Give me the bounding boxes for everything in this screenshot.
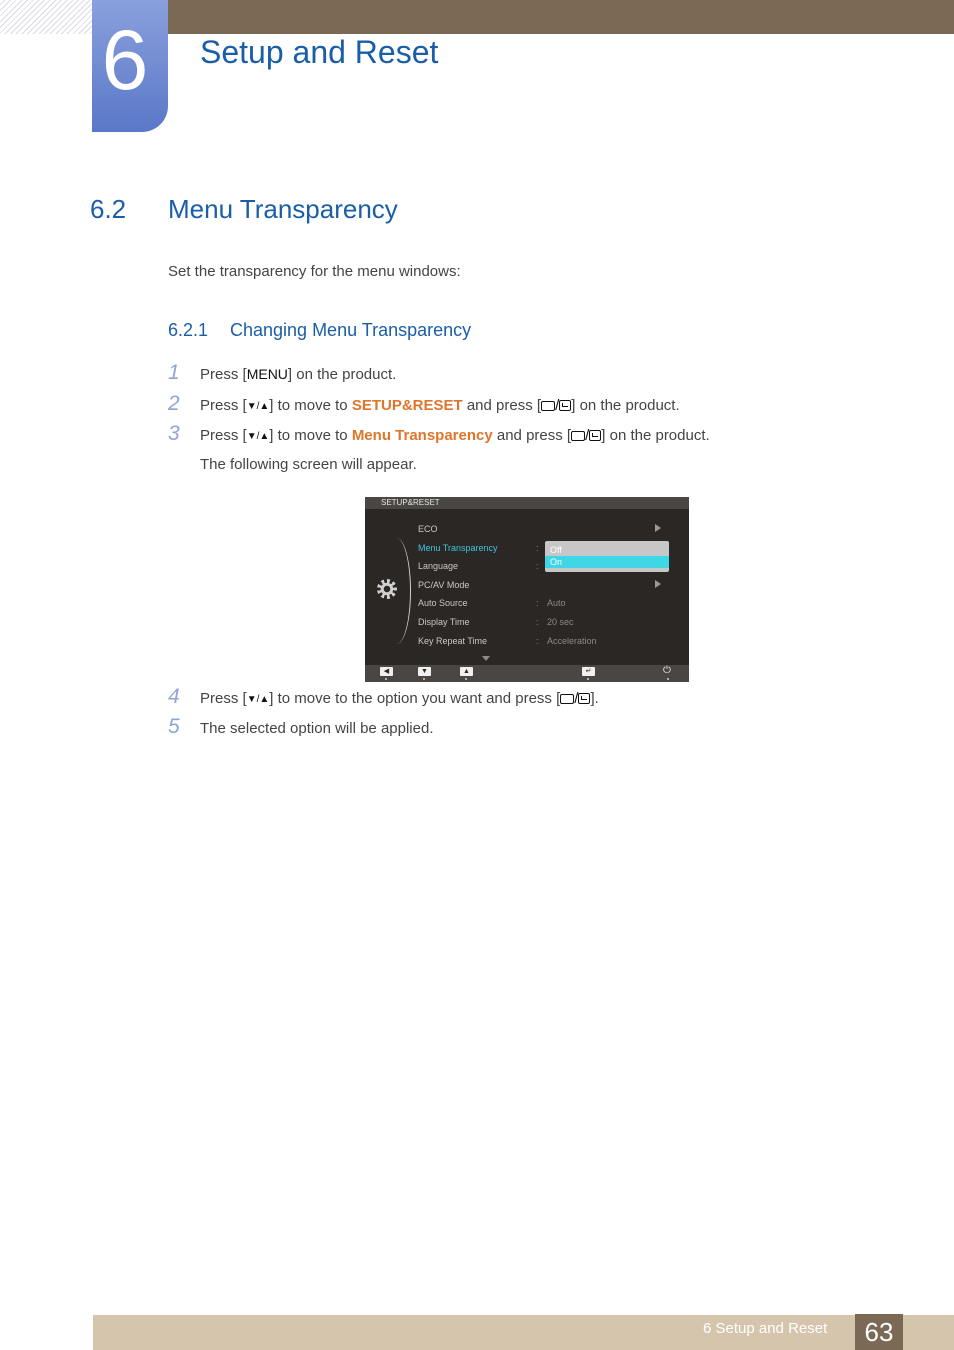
step-text: The selected option will be applied. — [200, 720, 434, 737]
subsection-number: 6.2.1 — [168, 320, 209, 340]
step-number: 2 — [168, 392, 180, 415]
step-text-part: Press [ — [200, 427, 247, 444]
down-up-arrow-icon: ▼/▲ — [246, 401, 270, 412]
slash-separator: / — [585, 427, 590, 444]
enter-button-icon[interactable]: ↵ — [582, 667, 595, 676]
slash-separator: / — [574, 690, 579, 707]
osd-header-title: SETUP&RESET — [381, 498, 440, 507]
source-button-icon — [571, 431, 585, 441]
step-text-part: ] to move to the option you want and press [ — [269, 690, 561, 707]
section-number: 6.2 — [90, 194, 127, 224]
chapter-title: Setup and Reset — [200, 34, 439, 70]
power-icon[interactable]: ⏻ — [663, 665, 671, 676]
step-text — [200, 690, 599, 707]
source-button-icon — [541, 401, 555, 411]
osd-colon: : — [536, 561, 539, 571]
button-indicator — [667, 678, 669, 680]
source-button-icon — [560, 694, 574, 704]
step-text-part: ] on the product. — [571, 397, 680, 414]
step-text-part: Press [ — [200, 397, 247, 414]
page-number: 63 — [864, 1317, 894, 1347]
chapter-number: 6 — [101, 13, 149, 107]
step-text — [200, 366, 396, 383]
osd-option-on[interactable]: On — [545, 556, 669, 568]
step-text-part: and press [ — [462, 397, 542, 414]
decorative-hatch — [0, 0, 92, 34]
osd-header — [365, 497, 689, 509]
header-band — [168, 0, 954, 34]
step-text-part: ] on the product. — [601, 427, 710, 444]
step-number: 3 — [168, 422, 180, 445]
button-indicator — [423, 678, 425, 680]
gear-icon — [377, 579, 397, 599]
button-indicator — [465, 678, 467, 680]
footer-label: 6 Setup and Reset — [703, 1320, 828, 1337]
osd-value-display-time: 20 sec — [547, 617, 574, 627]
scroll-down-icon — [482, 656, 490, 661]
step-text-part: ] to move to — [269, 427, 352, 444]
step-number: 4 — [168, 685, 180, 708]
osd-screen — [365, 497, 689, 682]
step-text-part: ]. — [590, 690, 599, 707]
down-arrow-icon[interactable]: ▼ — [418, 667, 431, 676]
osd-value-auto-source: Auto — [547, 598, 566, 608]
highlight-setup-reset: SETUP&RESET — [351, 397, 463, 414]
section-intro: Set the transparency for the menu windows: — [168, 263, 461, 280]
osd-item-pc-av-mode[interactable]: PC/AV Mode — [418, 580, 470, 590]
osd-colon: : — [536, 636, 539, 646]
step-text-part: ] to move to — [269, 397, 352, 414]
button-indicator — [385, 678, 387, 680]
step-text — [200, 397, 680, 414]
down-up-arrow-icon: ▼/▲ — [246, 431, 270, 442]
subsection-title: Changing Menu Transparency — [230, 320, 472, 340]
enter-icon — [589, 430, 601, 441]
osd-value-key-repeat-time: Acceleration — [547, 636, 597, 646]
down-up-arrow-icon: ▼/▲ — [246, 694, 270, 705]
slash-separator: / — [555, 397, 560, 414]
step-number: 1 — [168, 361, 180, 384]
osd-option-off[interactable]: Off — [550, 545, 562, 555]
osd-item-key-repeat-time[interactable]: Key Repeat Time — [418, 636, 488, 646]
step-text-part: Press [ — [200, 690, 247, 707]
osd-colon: : — [536, 543, 539, 553]
chevron-right-icon — [655, 524, 661, 532]
button-indicator — [587, 678, 589, 680]
osd-item-auto-source[interactable]: Auto Source — [418, 598, 468, 608]
step-note: The following screen will appear. — [200, 456, 417, 473]
step-text-part: Press [ — [200, 366, 247, 383]
chevron-right-icon — [655, 580, 661, 588]
step-text — [200, 427, 710, 444]
enter-icon — [559, 400, 571, 411]
step-text-part: ] on the product. — [287, 366, 397, 383]
osd-colon: : — [536, 617, 539, 627]
highlight-menu-transparency: Menu Transparency — [351, 427, 493, 444]
osd-button-bar — [365, 665, 689, 682]
osd-colon: : — [536, 598, 539, 608]
osd-item-display-time[interactable]: Display Time — [418, 617, 470, 627]
menu-key-label: MENU — [246, 366, 288, 382]
section-title: Menu Transparency — [168, 194, 398, 224]
osd-item-eco[interactable]: ECO — [418, 524, 438, 534]
left-arrow-icon[interactable]: ◀ — [380, 667, 393, 676]
up-arrow-icon[interactable]: ▲ — [460, 667, 473, 676]
step-number: 5 — [168, 715, 180, 738]
enter-icon — [578, 693, 590, 704]
osd-item-language[interactable]: Language — [418, 561, 459, 571]
step-text-part: and press [ — [492, 427, 572, 444]
osd-item-menu-transparency[interactable]: Menu Transparency — [418, 543, 498, 553]
